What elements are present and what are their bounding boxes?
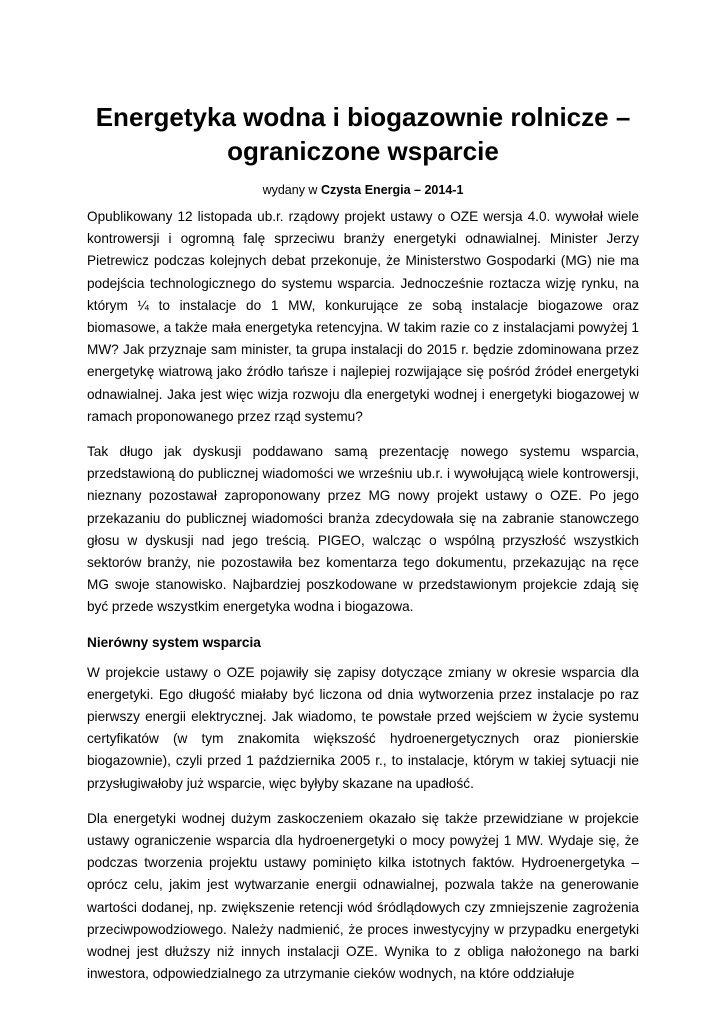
document-page: [87, 100, 639, 999]
article-title: [87, 100, 639, 168]
published-prefix: wydany w: [262, 183, 318, 197]
section-heading: Nierówny system wsparcia: [87, 634, 261, 650]
title-line-2: ograniczone wsparcie: [227, 136, 499, 166]
title-line-1: Energetyka wodna i biogazownie rolnicze –: [95, 102, 631, 132]
paragraph-intro: Opublikowany 12 listopada ub.r. rządowy projekt ustawy o OZE wersja 4.0. wywołał wiele kontrowersji i ogromną falę sprzeciwu branży energetyki odnawialnej. Minister Jerzy Pietrewicz podczas kolejnych debat przekonuje, że Ministerstwo Gospodarki (MG) nie ma podejścia technologicznego do systemu wsparcia. Jednocześnie roztacza wizję rynku, na którym ¼ to instalacje do 1 MW, konkurujące ze sobą instalacje biogazowe oraz biomasowe, a także mała energetyka retencyjna. W takim razie co z instalacjami powyżej 1 MW? Jak przyznaje sam minister, ta grupa instalacji do 2015 r. będzie zdominowana przez energetykę wiatrową jako źródło tańsze i najlepiej rozwijające się pośród źródeł energetyki odnawialnej. Jaka jest więc wizja rozwoju dla energetyki wodnej i energetyki biogazowej w ramach proponowanego przez rząd systemu?: [87, 209, 639, 424]
publication-info: [87, 181, 639, 199]
section-paragraph-1: W projekcie ustawy o OZE pojawiły się zapisy dotyczące zmiany w okresie wsparcia dla energetyki. Ego długość miałaby być liczona od dnia wytworzenia przez instalacje po raz pierwszy energii elektrycznej. Jak wiadomo, te powstałe przed wejściem w życie systemu certyfikatów (w tym znakomita większość hydroenergetycznych oraz pionierskie biogazownie), czyli przed 1 października 2005 r., to instalacje, którym w takiej sytuacji nie przysługiwałoby już wsparcie, więc byłyby skazane na upadłość.: [87, 664, 639, 791]
paragraph-second: Tak długo jak dyskusji poddawano samą prezentację nowego systemu wsparcia, przedstawioną do publicznej wiadomości we wrześniu ub.r. i wywołującą wiele kontrowersji, nieznany pozostawał zaproponowany przez MG nowy projekt ustawy o OZE. Po jego przekazaniu do publicznej wiadomości branża zdecydowała się na zabranie stanowczego głosu w dyskusji nad jego treścią. PIGEO, walcząc o wspólną przyszłość wszystkich sektorów branży, nie pozostawiła bez komentarza tego dokumentu, przekazując na ręce MG swoje stanowisko. Najbardziej poszkodowane w przedstawionym projekcie zdają się być przede wszystkim energetyka wodna i biogazowa.: [87, 444, 639, 615]
publication-name: Czysta Energia – 2014-1: [320, 183, 464, 197]
section-paragraph-2: Dla energetyki wodnej dużym zaskoczeniem okazało się także przewidziane w projekcie ustawy ograniczenie wsparcia dla hydroenergetyki o mocy powyżej 1 MW. Wydaje się, że podczas tworzenia projektu ustawy pominięto kilka istotnych faktów. Hydroenergetyka – oprócz celu, jakim jest wytwarzanie energii odnawialnej, pozwala także na generowanie wartości dodanej, np. zwiększenie retencji wód śródlądowych czy zmniejszenie zagrożenia przeciwpowodziowego. Należy nadmienić, że proces inwestycyjny w przypadku energetyki wodnej jest dłuższy niż innych instalacji OZE. Wynika to z obliga nałożonego na barki inwestora, odpowiedzialnego za utrzymanie cieków wodnych, na które oddziałuje: [87, 810, 639, 982]
